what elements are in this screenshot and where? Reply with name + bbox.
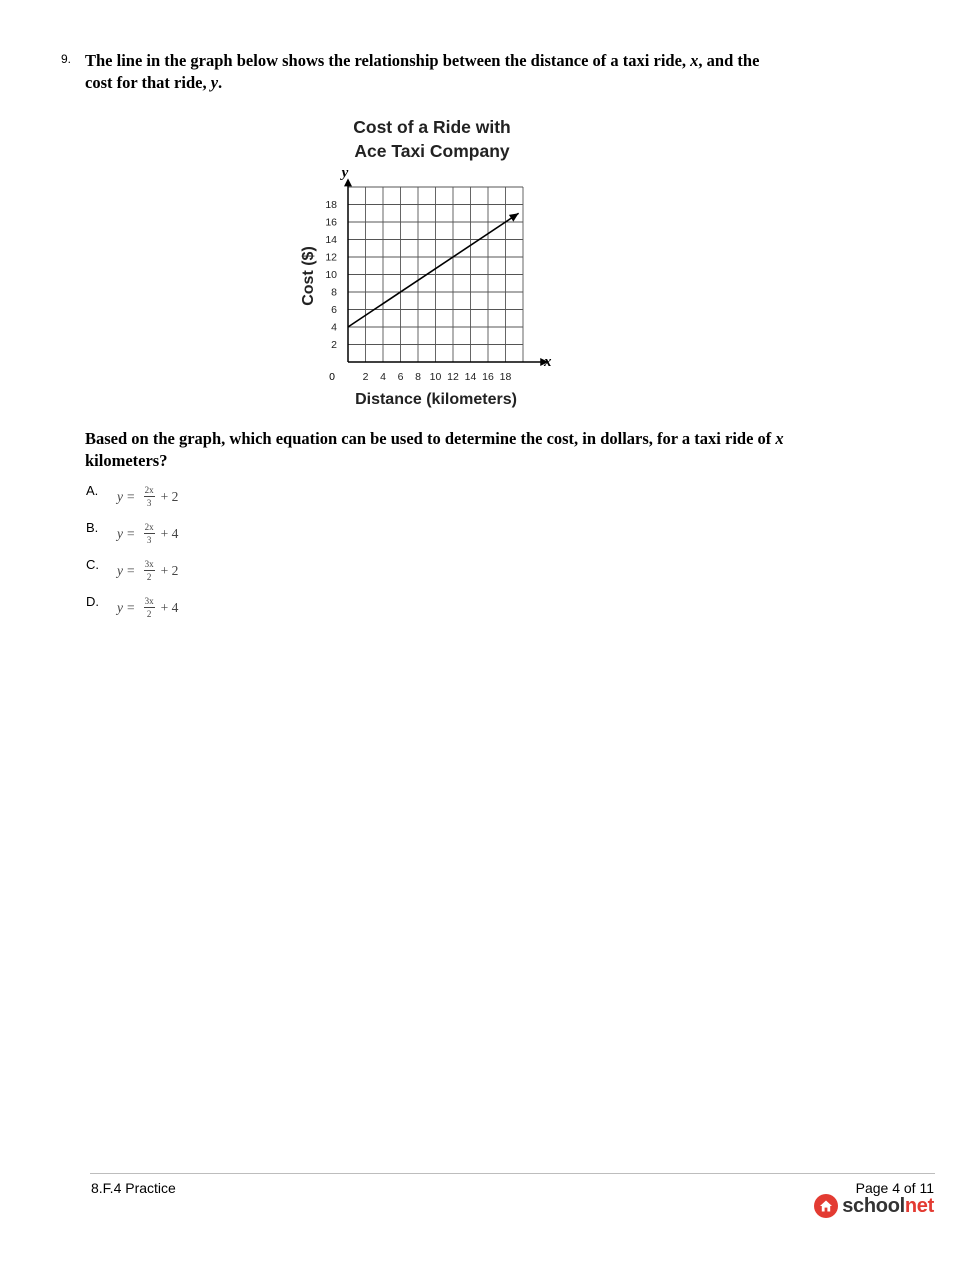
question-prompt [85, 428, 785, 472]
chart-xlabel: Distance (kilometers) [355, 391, 517, 408]
choice-equation [117, 485, 178, 508]
stem-text-3: . [218, 73, 223, 92]
eq-denominator: 2 [146, 572, 152, 582]
footer-title: 8.F.4 Practice [91, 1180, 176, 1196]
eq-sign: = [127, 562, 135, 578]
y-tick-label: 10 [325, 269, 337, 281]
eq-numerator: 3x [144, 559, 154, 569]
y-tick-label: 8 [331, 286, 337, 299]
eq-fraction [144, 596, 155, 619]
page-number: Page 4 of 11 [855, 1180, 934, 1196]
chart-title-line-2: Ace Taxi Company [354, 141, 510, 161]
eq-fraction [144, 522, 155, 545]
chart-y-var: y [341, 165, 349, 181]
house-icon [814, 1194, 838, 1218]
prompt-text-1: Based on the graph, which equation can be used to determine the cost, in dollars, for a taxi ride of [85, 429, 776, 448]
x-tick-label: 2 [362, 371, 369, 383]
y-tick-label: 12 [325, 251, 337, 264]
eq-y: y [117, 525, 123, 541]
eq-constant: + 4 [160, 599, 179, 615]
series-arrowhead [509, 213, 519, 221]
eq-constant: + 2 [160, 488, 179, 504]
choice-equation [117, 559, 178, 582]
choice-letter: B. [86, 520, 99, 535]
choice-equation [117, 596, 178, 619]
footer-divider [90, 1173, 935, 1174]
eq-numerator: 2x [144, 522, 154, 532]
y-tick-label: 4 [331, 321, 337, 334]
eq-sign: = [127, 488, 135, 504]
cost-graph [290, 110, 560, 415]
chart-grid [348, 187, 523, 362]
question-number: 9. [61, 52, 72, 66]
choice-equation [117, 522, 178, 545]
choice-c[interactable] [86, 557, 286, 591]
choice-d[interactable] [86, 594, 286, 628]
y-tick-label: 18 [325, 199, 337, 211]
y-tick-label: 2 [331, 339, 337, 351]
choice-letter: D. [86, 594, 99, 609]
choice-a[interactable] [86, 483, 286, 517]
eq-constant: + 2 [160, 562, 179, 578]
brand-text-school: school [842, 1194, 905, 1217]
chart-origin-label: 0 [329, 371, 335, 383]
choice-letter: C. [86, 557, 99, 572]
chart-axes [344, 178, 548, 366]
chart-title-line-1: Cost of a Ride with [353, 117, 511, 137]
x-tick-label: 14 [464, 371, 477, 383]
eq-sign: = [127, 525, 135, 541]
eq-sign: = [127, 599, 135, 615]
x-tick-label: 12 [447, 371, 459, 383]
eq-denominator: 3 [146, 535, 152, 545]
eq-constant: + 4 [160, 525, 179, 541]
prompt-var-x: x [775, 429, 784, 448]
question-stem [85, 50, 785, 94]
stem-text-1: The line in the graph below shows the relationship between the distance of a taxi ride, [85, 51, 691, 70]
schoolnet-logo [814, 1194, 934, 1218]
eq-y: y [117, 599, 123, 615]
x-tick-label: 6 [397, 371, 404, 383]
stem-text-2: , and the cost for that ride, [85, 51, 760, 92]
x-tick-label: 4 [380, 371, 386, 383]
chart-x-var: x [544, 354, 552, 370]
stem-var-y: y [210, 73, 219, 92]
y-tick-label: 14 [325, 234, 337, 246]
eq-numerator: 2x [144, 485, 154, 495]
y-tick-label: 16 [325, 216, 337, 229]
choice-b[interactable] [86, 520, 286, 554]
eq-y: y [117, 488, 123, 504]
eq-fraction [144, 559, 155, 582]
choice-letter: A. [86, 483, 99, 498]
eq-numerator: 3x [144, 596, 154, 606]
eq-denominator: 2 [146, 609, 152, 619]
x-tick-label: 16 [482, 371, 494, 383]
stem-var-x: x [690, 51, 699, 70]
chart-ylabel: Cost ($) [300, 246, 317, 306]
brand-text-net: net [904, 1194, 934, 1217]
eq-fraction [144, 485, 155, 508]
eq-denominator: 3 [146, 498, 152, 508]
prompt-text-2: kilometers? [85, 451, 168, 470]
eq-y: y [117, 562, 123, 578]
x-tick-label: 8 [415, 371, 421, 383]
x-tick-label: 10 [429, 371, 442, 383]
house-glyph [819, 1199, 833, 1213]
y-tick-label: 6 [331, 304, 337, 316]
x-tick-label: 18 [499, 371, 512, 383]
